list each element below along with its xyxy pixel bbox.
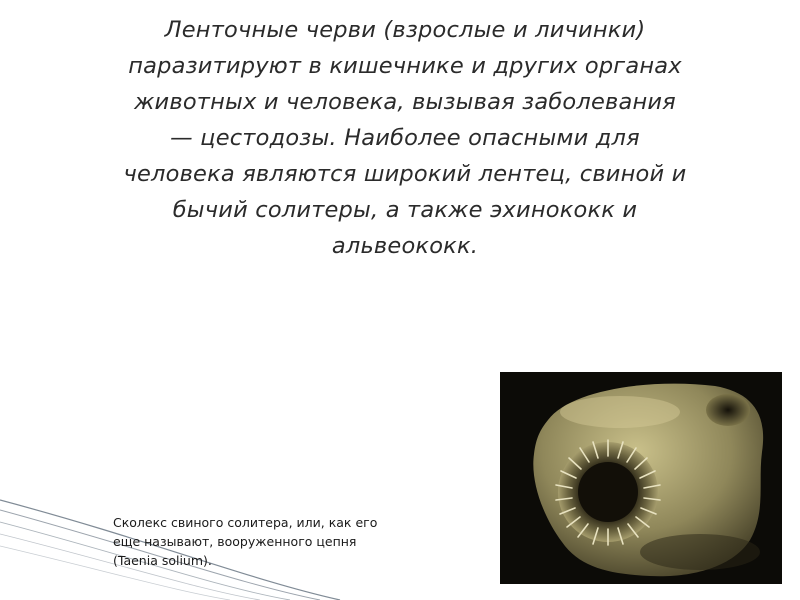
sucker-pit [706, 394, 750, 426]
paragraph-line: животных и человека, вызывая заболевания [134, 89, 676, 115]
scolex-illustration [500, 372, 782, 584]
image-caption [113, 513, 493, 570]
paragraph-line: человека являются широкий лентец, свиной и [123, 161, 687, 187]
scolex-photo [500, 372, 782, 584]
paragraph-line: паразитируют в кишечнике и других органах [128, 53, 682, 79]
paragraph-line: Ленточные черви (взрослые и личинки) [164, 17, 646, 43]
slide-paragraph [60, 12, 750, 264]
paragraph-line: альвеококк. [331, 233, 479, 259]
caption-line: Сколекс свиного солитера, или, как его [113, 515, 378, 530]
caption-line: еще называют, вооруженного цепня [113, 534, 357, 549]
caption-line: (Taenia solium). [113, 553, 212, 568]
paragraph-line: бычий солитеры, а также эхинококк и [172, 197, 638, 223]
paragraph-line: — цестодозы. Наиболее опасными для [170, 125, 640, 151]
